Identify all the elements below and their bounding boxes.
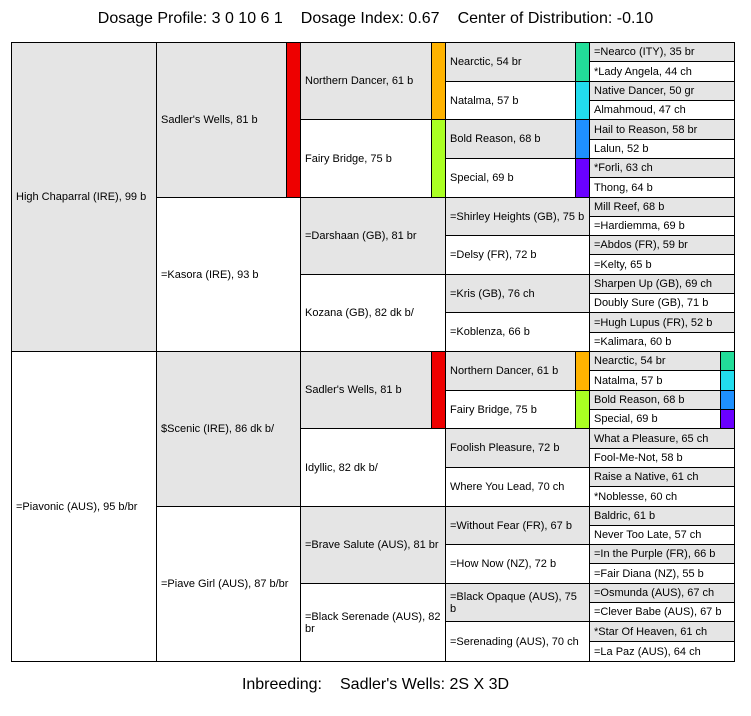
- pedigree-cell-gen4-10: [446, 391, 590, 429]
- pedigree-cell-gen5-31: [590, 622, 734, 642]
- horse-name: *Star Of Heaven, 61 ch: [594, 625, 708, 638]
- horse-name: =Shirley Heights (GB), 75 b: [450, 210, 585, 223]
- pedigree-cell-gen5-7: [590, 159, 734, 178]
- pedigree-cell-gen3-7: [301, 507, 446, 584]
- pedigree-cell-gen5-15: [590, 313, 734, 333]
- horse-name: =Delsy (FR), 72 b: [450, 249, 537, 261]
- dosage-color-bar: [431, 352, 445, 428]
- dosage-color-bar: [720, 410, 734, 428]
- pedigree-cell-gen3-6: [301, 429, 446, 507]
- pedigree-table: [11, 42, 735, 662]
- pedigree-cell-gen5-3: [590, 82, 734, 101]
- pedigree-cell-gen5-8: [590, 178, 734, 198]
- pedigree-cell-gen2-3: [157, 352, 301, 507]
- horse-name: *Noblesse, 60 ch: [594, 490, 678, 503]
- horse-name: Fairy Bridge, 75 b: [450, 403, 537, 416]
- horse-name: Native Dancer, 50 gr: [594, 85, 695, 97]
- horse-name: Hail to Reason, 58 br: [594, 123, 698, 136]
- center-of-distribution: Center of Distribution: -0.10: [457, 10, 654, 27]
- pedigree-cell-gen5-2: [590, 62, 734, 82]
- horse-name: Nearctic, 54 br: [594, 355, 666, 367]
- horse-name: =Kalimara, 60 b: [594, 336, 672, 348]
- horse-name: Raise a Native, 61 ch: [594, 471, 699, 483]
- pedigree-cell-gen5-1: [590, 43, 734, 62]
- pedigree-cell-gen3-8: [301, 584, 446, 661]
- horse-name: Sharpen Up (GB), 69 ch: [594, 278, 713, 290]
- horse-name: =Koblenza, 66 b: [450, 326, 530, 338]
- pedigree-cell-gen5-13: [590, 275, 734, 294]
- pedigree-cell-gen4-5: [446, 198, 590, 236]
- dosage-color-bar: [431, 43, 445, 119]
- pedigree-cell-gen5-4: [590, 101, 734, 120]
- dosage-color-bar: [431, 120, 445, 197]
- horse-name: Bold Reason, 68 b: [594, 394, 685, 406]
- inbreeding-footer: [0, 674, 751, 696]
- horse-name: Thong, 64 b: [594, 181, 653, 194]
- pedigree-cell-gen5-16: [590, 333, 734, 352]
- dosage-profile: Dosage Profile: 3 0 10 6 1: [97, 10, 283, 27]
- horse-name: =Piave Girl (AUS), 87 b/br: [161, 578, 289, 590]
- pedigree-cell-gen5-12: [590, 255, 734, 275]
- pedigree-cell-gen2-4: [157, 507, 301, 661]
- pedigree-cell-gen3-1: [301, 43, 446, 120]
- pedigree-cell-gen4-15: [446, 584, 590, 622]
- horse-name: Foolish Pleasure, 72 b: [450, 442, 560, 454]
- pedigree-cell-gen1-1: [12, 43, 157, 352]
- pedigree-cell-gen4-16: [446, 622, 590, 661]
- horse-name: Baldric, 61 b: [594, 510, 656, 522]
- horse-name: =Kelty, 65 b: [594, 258, 652, 271]
- pedigree-cell-gen4-1: [446, 43, 590, 82]
- dosage-color-bar: [286, 43, 300, 197]
- horse-name: =Nearco (ITY), 35 br: [594, 46, 695, 58]
- horse-name: =Kasora (IRE), 93 b: [161, 268, 259, 281]
- horse-name: =Abdos (FR), 59 br: [594, 239, 688, 251]
- pedigree-cell-gen5-23: [590, 468, 734, 487]
- pedigree-cell-gen1-2: [12, 352, 157, 661]
- pedigree-cell-gen5-14: [590, 294, 734, 313]
- horse-name: =Without Fear (FR), 67 b: [450, 519, 572, 532]
- pedigree-cell-gen3-5: [301, 352, 446, 429]
- pedigree-cell-gen5-28: [590, 564, 734, 584]
- pedigree-cell-gen5-32: [590, 642, 734, 661]
- horse-name: Nearctic, 54 br: [450, 56, 522, 68]
- pedigree-cell-gen5-10: [590, 217, 734, 236]
- horse-name: Northern Dancer, 61 b: [305, 75, 414, 87]
- pedigree-cell-gen4-7: [446, 275, 590, 313]
- horse-name: Mill Reef, 68 b: [594, 201, 665, 213]
- horse-name: Never Too Late, 57 ch: [594, 529, 702, 541]
- horse-name: Special, 69 b: [594, 413, 658, 425]
- horse-name: Kozana (GB), 82 dk b/: [305, 307, 414, 319]
- horse-name: =Kris (GB), 76 ch: [450, 287, 535, 300]
- dosage-color-bar: [575, 352, 589, 390]
- pedigree-cell-gen3-3: [301, 198, 446, 275]
- pedigree-cell-gen5-25: [590, 507, 734, 526]
- horse-name: =Brave Salute (AUS), 81 br: [305, 539, 439, 551]
- horse-name: Idyllic, 82 dk b/: [305, 461, 378, 474]
- horse-name: High Chaparral (IRE), 99 b: [16, 191, 147, 203]
- horse-name: Lalun, 52 b: [594, 143, 649, 155]
- pedigree-cell-gen5-5: [590, 120, 734, 140]
- horse-name: =In the Purple (FR), 66 b: [594, 548, 716, 560]
- horse-name: =Serenading (AUS), 70 ch: [450, 635, 579, 648]
- horse-name: =Piavonic (AUS), 95 b/br: [16, 500, 138, 513]
- pedigree-cell-gen5-11: [590, 236, 734, 255]
- horse-name: Natalma, 57 b: [450, 94, 519, 107]
- pedigree-cell-gen5-6: [590, 140, 734, 159]
- horse-name: =Black Opaque (AUS), 75 b: [450, 590, 577, 615]
- horse-name: What a Pleasure, 65 ch: [594, 432, 709, 445]
- pedigree-cell-gen3-4: [301, 275, 446, 352]
- pedigree-cell-gen5-27: [590, 545, 734, 564]
- pedigree-cell-gen4-13: [446, 507, 590, 545]
- horse-name: Almahmoud, 47 ch: [594, 104, 686, 116]
- pedigree-cell-gen5-17: [590, 352, 734, 371]
- pedigree-cell-gen4-2: [446, 82, 590, 120]
- horse-name: =Hugh Lupus (FR), 52 b: [594, 316, 713, 329]
- dosage-index: Dosage Index: 0.67: [300, 10, 440, 27]
- pedigree-cell-gen5-18: [590, 371, 734, 391]
- inbreeding-label: Inbreeding:: [241, 676, 322, 693]
- horse-name: *Lady Angela, 44 ch: [594, 65, 692, 78]
- horse-name: Sadler's Wells, 81 b: [305, 384, 402, 396]
- horse-name: =Darshaan (GB), 81 br: [305, 230, 417, 242]
- pedigree-cell-gen5-22: [590, 449, 734, 468]
- pedigree-cell-gen5-29: [590, 584, 734, 603]
- horse-name: Fool-Me-Not, 58 b: [594, 452, 683, 464]
- dosage-color-bar: [575, 82, 589, 119]
- dosage-color-bar: [575, 159, 589, 197]
- horse-name: Doubly Sure (GB), 71 b: [594, 297, 709, 309]
- dosage-color-bar: [720, 391, 734, 409]
- horse-name: Special, 69 b: [450, 172, 514, 184]
- dosage-color-bar: [720, 371, 734, 390]
- pedigree-cell-gen4-3: [446, 120, 590, 159]
- dosage-color-bar: [575, 120, 589, 158]
- pedigree-cell-gen4-12: [446, 468, 590, 507]
- pedigree-cell-gen4-6: [446, 236, 590, 275]
- horse-name: $Scenic (IRE), 86 dk b/: [161, 423, 275, 435]
- inbreeding-value: Sadler's Wells: 2S X 3D: [340, 676, 510, 693]
- horse-name: Bold Reason, 68 b: [450, 133, 541, 145]
- horse-name: Fairy Bridge, 75 b: [305, 152, 392, 165]
- pedigree-cell-gen5-20: [590, 410, 734, 429]
- dosage-color-bar: [575, 43, 589, 81]
- horse-name: =Fair Diana (NZ), 55 b: [594, 567, 704, 580]
- horse-name: Where You Lead, 70 ch: [450, 481, 565, 493]
- horse-name: *Forli, 63 ch: [594, 162, 653, 174]
- pedigree-cell-gen2-2: [157, 198, 301, 352]
- horse-name: =How Now (NZ), 72 b: [450, 558, 557, 570]
- horse-name: Sadler's Wells, 81 b: [161, 114, 258, 126]
- pedigree-cell-gen5-26: [590, 526, 734, 545]
- dosage-color-bar: [575, 391, 589, 428]
- horse-name: =Osmunda (AUS), 67 ch: [594, 587, 715, 599]
- pedigree-cell-gen4-14: [446, 545, 590, 584]
- dosage-header: [0, 8, 751, 30]
- pedigree-cell-gen3-2: [301, 120, 446, 198]
- pedigree-cell-gen4-4: [446, 159, 590, 198]
- pedigree-cell-gen2-1: [157, 43, 301, 198]
- horse-name: Northern Dancer, 61 b: [450, 365, 559, 377]
- horse-name: =Hardiemma, 69 b: [594, 220, 685, 232]
- horse-name: =Black Serenade (AUS), 82 br: [305, 610, 441, 635]
- pedigree-cell-gen5-9: [590, 198, 734, 217]
- pedigree-cell-gen5-24: [590, 487, 734, 507]
- pedigree-cell-gen5-30: [590, 603, 734, 622]
- pedigree-cell-gen4-9: [446, 352, 590, 391]
- pedigree-cell-gen5-21: [590, 429, 734, 449]
- dosage-color-bar: [720, 352, 734, 370]
- horse-name: =Clever Babe (AUS), 67 b: [594, 606, 722, 618]
- pedigree-cell-gen4-11: [446, 429, 590, 468]
- horse-name: =La Paz (AUS), 64 ch: [594, 645, 701, 658]
- pedigree-cell-gen5-19: [590, 391, 734, 410]
- pedigree-cell-gen4-8: [446, 313, 590, 352]
- horse-name: Natalma, 57 b: [594, 374, 663, 387]
